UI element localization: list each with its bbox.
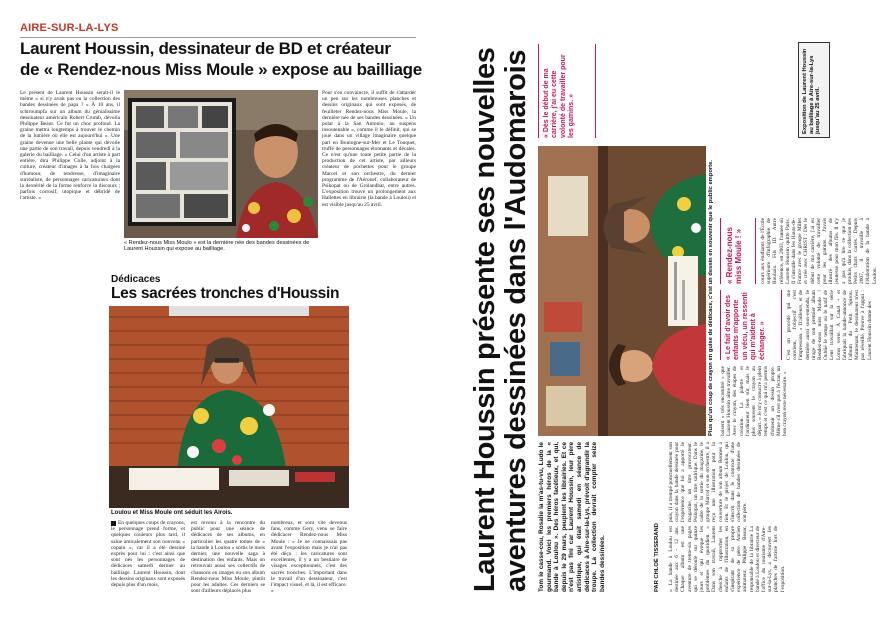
kicker-rule	[20, 37, 416, 38]
audomarois-lead: Tom le casse-cou, Rosalie la m'as-tu-vu, Ludo le gourmand. Voici les premiers héros de la « bande à Loulou ». Des héros facétieux, et qui, depuis le 29 mars, peuplent les librairies. Et ce n'est pas fini car Laurent Houssin, leur père artistique, qui était samedi en séance de dédicaces à Aire-sur-la-Lys, prévoit d'agrandir la troupe. La collection devrait compter seize bandes dessinées.	[538, 442, 606, 592]
signing-photo-art	[109, 306, 349, 508]
headline-line-1: Laurent Houssin, dessinateur de BD et créateur	[20, 39, 391, 58]
article-column-3: Pour s'en convaincre, il suffit de s'attarder un peu sur les nombreuses planches et dessins originaux qui sont exposés, de feuilleter Rendez-nous Miss Moule, la dernière née de ses bandes dessinées. « Un polar à la San Antonio, au suspens insoutenable », comme il le définit, qui se joue dans un village imaginaire quelque part en Boulogne-sur-Mer et Le Touquet, truffé de personnages étonnants et décalés. Ce n'est qu'une toute petite partie de la production de cet artiste, par ailleurs créateur de pochettes pour le groupe Marcel et son orchestre, du dernier programme de l'Aéronef, collaborateur de Psikopat ou de Grolandbat, entre autres. L'exposition trouve un prolongement aux Hallettes en librairie (la bande à Loulou) et est visible jusqu'au 25 avril.	[322, 90, 416, 208]
info-box-text: Exposition de Laurent Houssin au bailliage à Aire-sur-la-Lys jusqu'au 25 avril.	[802, 48, 822, 134]
rotated-page	[468, 38, 878, 596]
exhibition-photo-caption: « Rendez-nous Miss Moulo » est la dernière née des bandes dessinées de Laurent Houssin qui expose au bailliage.	[124, 240, 310, 253]
kicker-dedicaces: Dédicaces	[111, 274, 161, 285]
audomarois-photo	[538, 146, 706, 436]
audomarois-column-c: cours aux étudiants de l'École supérieure d'Infographie de Roubaix. Fils ID. Autre référence, en 2003, l'année où Laurent Houssin quitte Paris. Il s'installe dans les Hauts-de-France avec le groupe Millet et crée avec CHRIST : Dès le début de ma carrière, j'ai eu cette volonté de travailler pour les gamins. J'avais illustré des albums de jeunesse pour mon fils. Il n'y a pas qu'à lire ce que je produis, dans la collection des Petits chats carrés. Depuis 2007, il travaille à l'élaboration de la bande à Loulou.	[760, 218, 878, 284]
audomarois-photo-caption: Plus qu'un coup de crayon en guise de dédicace, c'est un dessin en souvenir que le public emporte.	[708, 160, 714, 436]
dedicaces-column-2: est revenu à la rencontre du public pour une séance de dédicaces de ses albums, en particulier les quatre tomes de « la bande à Loulou » sortis le mois dernier, une nouvelle saga à destination des enfants. Mais on retrouvait aussi ses collectifs de chansons en images ou son album Rendez-nous Miss Moule, plutôt pour les adultes. Ces derniers se sont d'ailleurs déplacés plus	[191, 520, 265, 595]
signing-photo-caption: Loulou et Miss Moule ont séduit les Airois.	[111, 510, 233, 516]
article-clip-dedicaces	[107, 272, 350, 606]
info-box	[798, 42, 830, 138]
article-column-1: Le présent de Laurent Houssin serait-il le même « si n'y avait pas eu la collection des bandes dessinées de papa ? « À 10 ans, il schtroumpfa sur un album du génialissime dessinateur américain Robert Crumb, dévoila Philippe Beaur. Ce fut un choc profond. La graine mettra longtemps à trouver le chemin de la lumière où elle est aujourd'hui ». Une graine devenue une belle plante qui dévoile une partie de son travail, depuis vendredi à la galerie du bailliage. « Celui d'un artiste à part entière, dira Philippe Colle, adjoint à la culture, créateur d'images à la fois chargées d'humour, de tendresse, d'imaginaire surréaliste, de personnages caricaturaux dont la dextérité de la forme renforce la discours ; parfois corrosif, utopique et débridé de l'artiste. »	[20, 90, 120, 202]
audomarois-headline-line-2: aventures dessinées dans l'Audomarois	[500, 49, 532, 592]
quote-1-box	[720, 290, 782, 360]
quote-2-box	[720, 218, 756, 284]
dedicaces-column-3: nombreux, et sont vite devenus fans, comme Gery, venu se faire dédicacer Rendez-nous Miss Moule : « Je ne connaissais pas avant l'exposition mais je n'ai pas été déçu : les caricatures sont excellentes, il y a un bestiaire de visages exceptionnels, c'est des sacrés tronches. L'important dans le travail d'un dessinateur, c'est l'impact visuel, et là, il est efficace. »	[271, 520, 347, 595]
audomarois-column-a: « La bande à Loulou est destinée aux 6 - 12 ans. Chaque album est une aventure de trente-six pages qui se déroule sur quinze jours et qui évoque les problèmes du quotidien. » Dans son travail, Laurent cherche à rapprocher les enfants de l'illustration, en s'inspirant de sa propre expérience de père. Ancien animateur, Philippe Beaur, responsable de la librairie La bande à Loulou et directeur de l'office du tourisme d'Aire-sur-la-Lys, a découvert les planches de l'artiste lors de l'exposition.	[668, 526, 786, 592]
exhibition-photo	[124, 90, 318, 238]
quote-1: « Le fait d'avoir des enfants m'apporte un vécu, un ressenti qui m'aident à échanger. »	[725, 292, 766, 360]
kicker-aire-sur-la-lys: AIRE-SUR-LA-LYS	[20, 22, 119, 34]
headline-line-2: de « Rendez-nous Miss Moule » expose au bailliage	[20, 60, 422, 79]
audomarois-column-b: C'est un procédé qui me convient, l'objectif c'est l'impression. » D'ailleurs, et de dernière aussi sous-entendu, le tirage de son premier album Rendez-nous miss Moule ! Oublié le temps où le natif de Lens travaillait sur la série Lotus verte. À Canal + et fabriquait la bande-annonce de l'album du Petit Spirou. Maintenant, le dessinateur n'est pas réveillé. Preuve à l'appui : Laurent Houssin donne des	[786, 290, 873, 360]
article-clip-audomarois	[468, 38, 878, 596]
audomarois-byline: PAR CHLOÉ TISSERAND	[654, 523, 660, 592]
audomarois-column-d: puis, il a trempé ponctuellement son crayon dans la bande dessinée pour l'expérience que lui a apporté le magazine, un titre provocateur. Psikopat, un titre satirique. Dans le cadre de la sortie du magazine, le groupe Marcel et son orchestre, il a reçu une illustration pour la couverture de son album Bonnes à rien. Et le projet de Loulou, qui s'inscrit dans le contexte d'une collection de bandes dessinées de son père.	[668, 442, 749, 522]
signing-photo	[109, 306, 349, 508]
quote-3-box	[538, 44, 596, 138]
audomarois-column-e: baisent « très encombré » que Laurent Houssin aime travailler. Avec le crayon, des étapes de création. La palette et l'ordinateur bien sûr, mais le plus souvent le crayon au départ. « Je m'y consacre à plein temps et c'est ce qui m'a permis d'obtenir un dessin propre. Même s'il n'est pas à l'écran, un bon crayon reste nécessaire. »	[720, 366, 789, 436]
quote-2: « Rendez-nous miss Moule ! »	[725, 227, 744, 284]
headline-dedicaces: Les sacrées tronches d'Houssin	[111, 285, 340, 302]
audomarois-photo-art	[538, 146, 706, 436]
article-clip-exposition	[18, 18, 422, 256]
quote-3: « Dès le début de ma carrière, j'ai eu cette volonté de travailler pour les gamins. »	[543, 54, 576, 138]
dedicaces-column-1: En quelques coups de crayons, le personnage prend forme, et quelques couleurs plus tard, il salue amicalement son nouveau « copain », car il a été dessiné exprès pour lui : c'est ainsi que sont nés les personnages de dédicaces samedi dernier au bailliage. Laurent Houssin, dont les dessins originaux sont exposés depuis plus d'un mois,	[111, 520, 185, 589]
audomarois-headline-line-1: Laurent Houssin présente ses nouvelles	[469, 47, 501, 592]
exhibition-photo-art	[124, 90, 318, 238]
